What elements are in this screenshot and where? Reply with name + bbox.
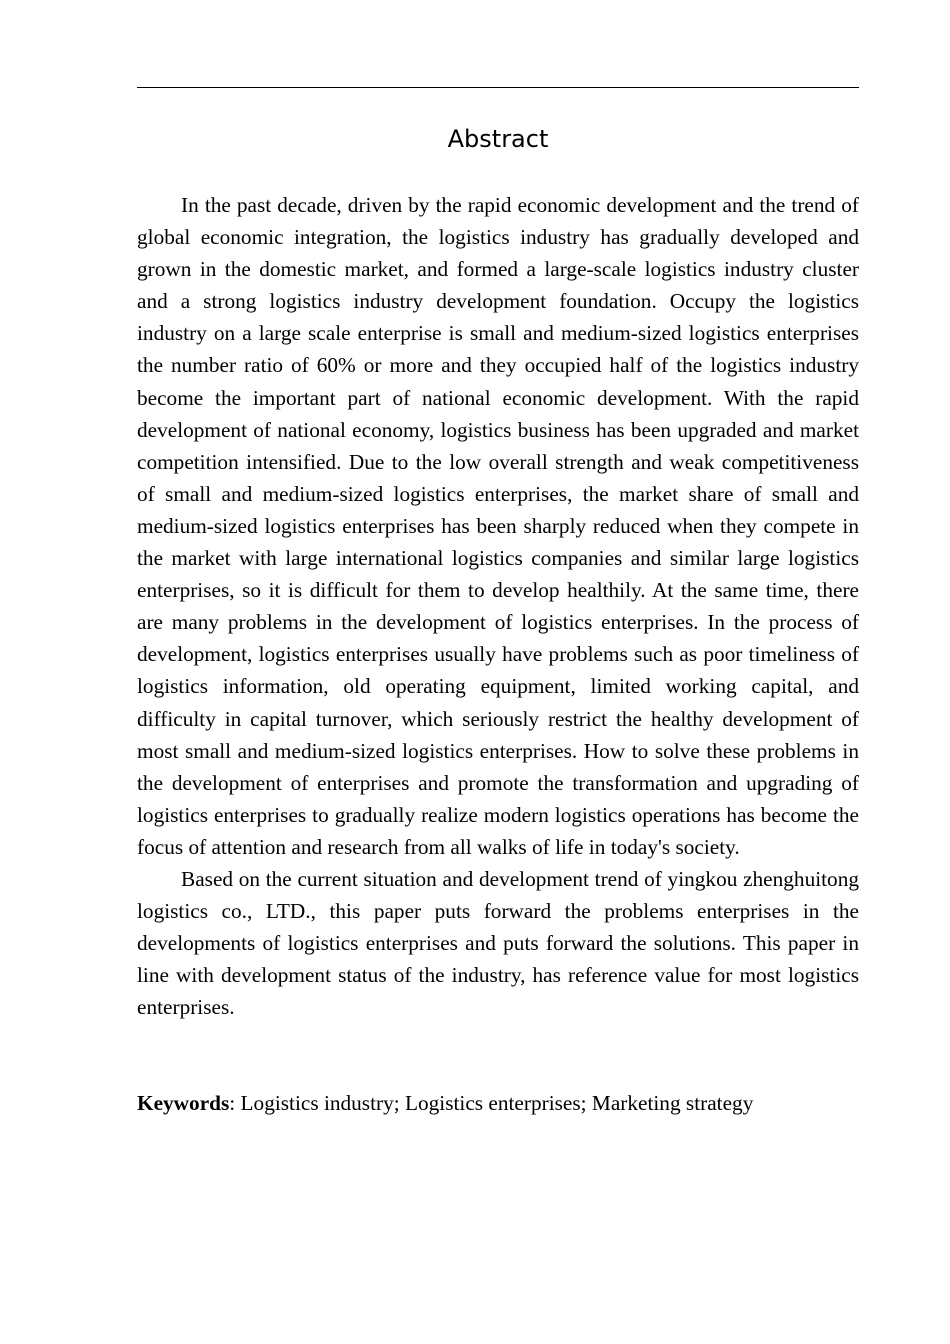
abstract-body	[137, 189, 859, 1023]
keywords-text: Logistics industry; Logistics enterprises; Marketing strategy	[240, 1091, 754, 1115]
abstract-title: Abstract	[447, 125, 549, 153]
header-rule	[137, 87, 859, 88]
keywords-separator: :	[229, 1091, 241, 1115]
keywords-line	[137, 1087, 859, 1119]
abstract-paragraph-2: Based on the current situation and development trend of yingkou zhenghuitong logistics co., LTD., this paper puts forward the problems enterprises in the developments of logistics enterprises and puts forward the solutions. This paper in line with development status of the industry, has reference value for most logistics enterprises.	[137, 866, 859, 1020]
abstract-paragraph-1: In the past decade, driven by the rapid economic development and the trend of global economic integration, the logistics industry has gradually developed and grown in the domestic market, and formed a large-scale logistics industry cluster and a strong logistics industry development foundation. Occupy the logistics industry on a large scale enterprise is small and medium-sized logistics enterprises the number ratio of 60% or more and they occupied half of the logistics industry become the important part of national economic development. With the rapid development of national economy, logistics business has been upgraded and market competition intensified. Due to the low overall strength and weak competitiveness of small and medium-sized logistics enterprises, the market share of small and medium-sized logistics enterprises has been sharply reduced when they compete in the market with large international logistics companies and similar large logistics enterprises, so it is difficult for them to develop healthily. At the same time, there are many problems in the development of logistics enterprises. In the process of development, logistics enterprises usually have problems such as poor timeliness of logistics information, old operating equipment, limited working capital, and difficulty in capital turnover, which seriously restrict the healthy development of most small and medium-sized logistics enterprises. How to solve these problems in the development of enterprises and promote the transformation and upgrading of logistics enterprises to gradually realize modern logistics operations has become the focus of attention and research from all walks of life in today's society.	[137, 193, 859, 859]
keywords-label: Keywords	[137, 1091, 230, 1115]
